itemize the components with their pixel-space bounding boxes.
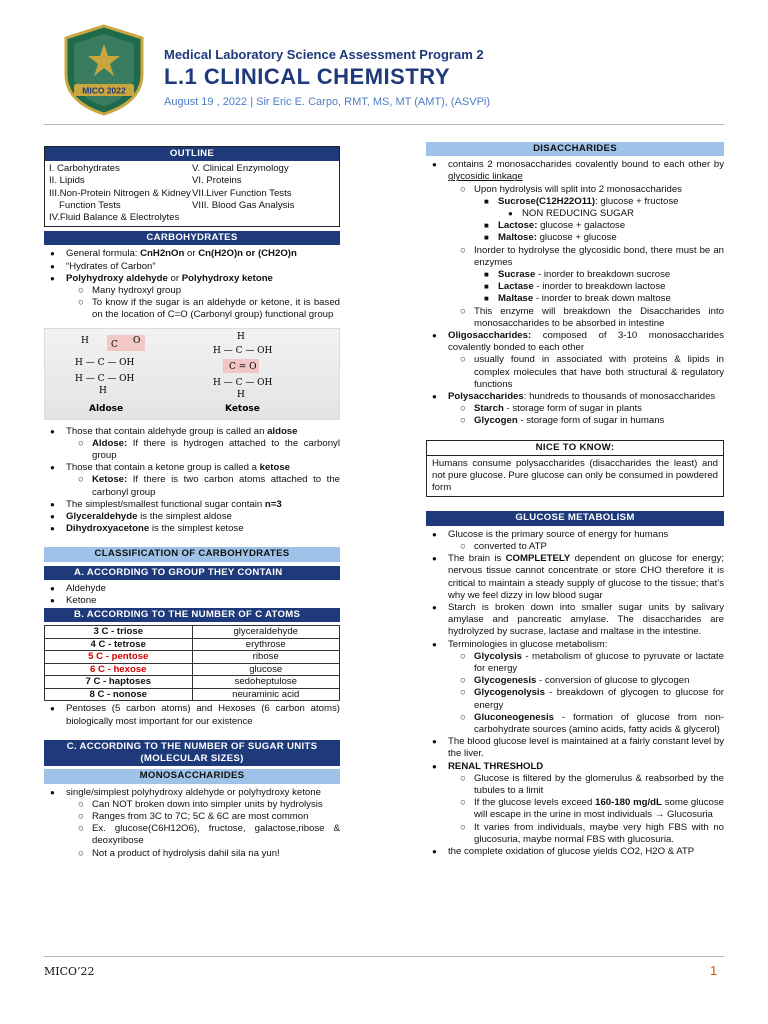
svg-text:H — C — OH: H — C — OH bbox=[213, 377, 273, 388]
svg-text:H: H bbox=[237, 389, 245, 400]
svg-text:H: H bbox=[81, 335, 89, 346]
list-item: ○ Inorder to hydrolyse the glycosidic bond, there must be an enzymes bbox=[426, 245, 724, 269]
svg-text:C = O: C = O bbox=[229, 361, 257, 372]
table-row: 3 C - triose glyceraldehyde bbox=[45, 626, 340, 639]
table-row: 6 C - hexose glucose bbox=[45, 663, 340, 676]
svg-text:H: H bbox=[99, 385, 107, 396]
group-heading: A. ACCORDING TO GROUP THEY CONTAIN bbox=[44, 566, 340, 580]
list-item: ■ Sucrose(C12H22O11): glucose + fructose bbox=[426, 196, 724, 208]
list-item: ○ Glucose is filtered by the glomerulus & reabsorbed by the tubules to a limit bbox=[426, 773, 724, 797]
list-item: ● The simplest/smallest functional sugar contain n=3 bbox=[44, 499, 340, 511]
disaccharides-heading: DISACCHARIDES bbox=[426, 142, 724, 156]
svg-text:H — C — OH: H — C — OH bbox=[213, 345, 273, 356]
outline-heading: OUTLINE bbox=[45, 147, 339, 161]
list-item: ● Pentoses (5 carbon atoms) and Hexoses (6 carbon atoms) biologically most important for our existence bbox=[44, 703, 340, 727]
mico-2022-logo bbox=[56, 22, 152, 118]
list-item: ● Starch is broken down into smaller sugar units by salivary amylase and pancreatic amylase. The disaccharides are hydrolyzed by sucrase, lactase and maltase in the intestine. bbox=[426, 602, 724, 639]
nice-to-know-text: Humans consume polysaccharides (disaccharides the least) and not pure glucose. Pure glucose can only be consumed in powdered form bbox=[432, 457, 718, 494]
list-item: ■ Sucrase - inorder to breakdown sucrose bbox=[426, 269, 724, 281]
list-item: ● single/simplest polyhydroxy aldehyde or polyhydroxy ketone bbox=[44, 787, 340, 799]
list-item: ○ Ex. glucose(C6H12O6), fructose, galactose,ribose & deoxyribose bbox=[44, 823, 340, 847]
list-item: ● Dihydroxyacetone is the simplest ketose bbox=[44, 523, 340, 535]
list-item: ● Polysaccharides: hundreds to thousands of monosaccharides bbox=[426, 391, 724, 403]
table-row: 5 C - pentose ribose bbox=[45, 651, 340, 664]
list-item: ● Those that contain a ketone group is called a ketose bbox=[44, 462, 340, 474]
header-divider bbox=[44, 124, 724, 125]
group-list bbox=[44, 583, 340, 607]
glucose-list bbox=[426, 529, 724, 858]
date-lecturer-line: August 19 , 2022 | Sir Eric E. Carpo, RMT, MS, MT (AMT), (ASVPi) bbox=[164, 96, 491, 108]
carbohydrates-list bbox=[44, 248, 340, 321]
list-item: ■ Lactose: glucose + galactose bbox=[426, 220, 724, 232]
list-item: ● Ketone bbox=[44, 595, 340, 607]
list-item: ○ Glycogenesis - conversion of glucose to glycogen bbox=[426, 675, 724, 687]
list-item: ■ Maltose: glucose + glucose bbox=[426, 232, 724, 244]
list-item: ○ Glycogen - storage form of sugar in humans bbox=[426, 415, 724, 427]
list-item: ● Polyhydroxy aldehyde or Polyhydroxy ketone bbox=[44, 273, 340, 285]
list-item: ○ If the glucose levels exceed 160-180 mg/dL some glucose will escape in the urine in most individuals → Glucosuria bbox=[426, 797, 724, 821]
outline-item: IV.Fluid Balance & Electrolytes bbox=[49, 212, 180, 224]
list-item: ○ Glycolysis - metabolism of glucose to pyruvate or lactate for energy bbox=[426, 651, 724, 675]
list-item: ○ Ketose: If there is two carbon atoms attached to the carbonyl group bbox=[44, 474, 340, 498]
list-item: ● Oligosaccharides: composed of 3-10 monosaccharides covalently bonded to each other bbox=[426, 330, 724, 354]
table-row: 8 C - nonose neuraminic acid bbox=[45, 688, 340, 701]
nice-to-know-heading: NICE TO KNOW: bbox=[427, 441, 723, 456]
classification-heading: CLASSIFICATION OF CARBOHYDRATES bbox=[44, 547, 340, 561]
svg-text:O: O bbox=[133, 335, 141, 346]
list-item: ■ Lactase - inorder to breakdown lactose bbox=[426, 281, 724, 293]
outline-item: VII.Liver Function Tests bbox=[192, 187, 292, 199]
nice-to-know-box bbox=[426, 440, 724, 498]
right-column bbox=[426, 140, 724, 858]
list-item: ○ This enzyme will breakdown the Disaccharides into monosaccharides to be absorbed in intestine bbox=[426, 306, 724, 330]
svg-text:H — C — OH: H — C — OH bbox=[75, 373, 135, 384]
list-item: ● The brain is COMPLETELY dependent on glucose for energy; nervous tissue cannot concentrate or store CHO therefore it is critical to maintain a steady supply of glucose to the tissue; that’s why we feel dizzy in low blood sugar bbox=[426, 553, 724, 602]
monosaccharides-list bbox=[44, 787, 340, 860]
carbon-atoms-table bbox=[44, 625, 340, 701]
logo-badge-text: MICO 2022 bbox=[82, 85, 126, 96]
structure-diagram-svg bbox=[45, 329, 339, 417]
list-item: ● Aldehyde bbox=[44, 583, 340, 595]
outline-box bbox=[44, 146, 340, 227]
outline-item: VIII. Blood Gas Analysis bbox=[192, 199, 295, 211]
aldose-ketose-diagram bbox=[44, 328, 340, 420]
monosaccharides-heading: MONOSACCHARIDES bbox=[44, 769, 340, 783]
list-item: ● Terminologies in glucose metabolism: bbox=[426, 639, 724, 651]
pentoses-list bbox=[44, 703, 340, 727]
svg-text:H: H bbox=[237, 331, 245, 342]
footer-divider bbox=[44, 956, 724, 957]
list-item: ● the complete oxidation of glucose yields CO2, H2O & ATP bbox=[426, 846, 724, 858]
aldose-ketose-list bbox=[44, 426, 340, 536]
list-item: ○ converted to ATP bbox=[426, 541, 724, 553]
list-item: ● Glucose is the primary source of energy for humans bbox=[426, 529, 724, 541]
outline-item: VI. Proteins bbox=[192, 175, 242, 187]
list-item: ○ Not a product of hydrolysis dahil sila na yun! bbox=[44, 848, 340, 860]
table-row: 7 C - haptoses sedoheptulose bbox=[45, 676, 340, 689]
list-item: ● General formula: CnH2nOn or Cn(H2O)n or (CH2O)n bbox=[44, 248, 340, 260]
list-item: ● The blood glucose level is maintained at a fairly constant level by the liver. bbox=[426, 736, 724, 760]
aldose-label: Aldose bbox=[89, 403, 124, 414]
outline-item: I. Carbohydrates bbox=[49, 163, 120, 175]
svg-text:H — C — OH: H — C — OH bbox=[75, 357, 135, 368]
page-title: L.1 CLINICAL CHEMISTRY bbox=[164, 64, 451, 89]
program-title: Medical Laboratory Science Assessment Program 2 bbox=[164, 47, 484, 62]
list-item: ○ Starch - storage form of sugar in plants bbox=[426, 403, 724, 415]
list-item: ● contains 2 monosaccharides covalently bound to each other by glycosidic linkage bbox=[426, 159, 724, 183]
disaccharides-list bbox=[426, 159, 724, 427]
list-item: ● NON REDUCING SUGAR bbox=[426, 208, 724, 220]
page-number: 1 bbox=[710, 963, 718, 978]
list-item: ○ Gluconeogenesis - formation of glucose from non-carbohydrate sources (amino acids, fatty acids & glycerol) bbox=[426, 712, 724, 736]
list-item: ○ usually found in associated with proteins & lipids in complex molecules that have both structural & regulatory functions bbox=[426, 354, 724, 391]
list-item: ■ Maltase - inorder to break down maltose bbox=[426, 293, 724, 305]
list-item: ○ Ranges from 3C to 7C; 5C & 6C are most common bbox=[44, 811, 340, 823]
list-item: ○ Aldose: If there is hydrogen attached to the carbonyl group bbox=[44, 438, 340, 462]
list-item: ○ Glycogenolysis - breakdown of glycogen to glucose for energy bbox=[426, 687, 724, 711]
svg-text:C: C bbox=[111, 339, 118, 350]
glucose-metabolism-heading: GLUCOSE METABOLISM bbox=[426, 511, 724, 525]
list-item: ○ To know if the sugar is an aldehyde or ketone, it is based on the location of C=O (Carbonyl group) functional group bbox=[44, 297, 340, 321]
sugar-units-heading: C. ACCORDING TO THE NUMBER OF SUGAR UNITS (MOLECULAR SIZES) bbox=[44, 740, 340, 766]
footer-label: MICO’22 bbox=[44, 965, 95, 978]
list-item: ● Glyceraldehyde is the simplest aldose bbox=[44, 511, 340, 523]
carbon-atoms-heading: B. ACCORDING TO THE NUMBER OF C ATOMS bbox=[44, 608, 340, 622]
table-row: 4 C - tetrose erythrose bbox=[45, 638, 340, 651]
list-item: ● Those that contain aldehyde group is called an aldose bbox=[44, 426, 340, 438]
list-item: ● RENAL THRESHOLD bbox=[426, 761, 724, 773]
ketose-label: Ketose bbox=[225, 403, 260, 414]
list-item: ○ It varies from individuals, maybe very high FBS with no glucosuria, maybe normal FBS with glucosuria. bbox=[426, 822, 724, 846]
list-item: ● “Hydrates of Carbon” bbox=[44, 261, 340, 273]
outline-item: II. Lipids bbox=[49, 175, 85, 187]
list-item: ○ Upon hydrolysis will split into 2 monosaccharides bbox=[426, 184, 724, 196]
carbohydrates-heading: CARBOHYDRATES bbox=[44, 231, 340, 245]
list-item: ○ Many hydroxyl group bbox=[44, 285, 340, 297]
outline-item: V. Clinical Enzymology bbox=[192, 163, 289, 175]
list-item: ○ Can NOT broken down into simpler units by hydrolysis bbox=[44, 799, 340, 811]
outline-item: III.Non-Protein Nitrogen & Kidney Function Tests bbox=[49, 187, 191, 211]
left-column bbox=[44, 140, 340, 860]
